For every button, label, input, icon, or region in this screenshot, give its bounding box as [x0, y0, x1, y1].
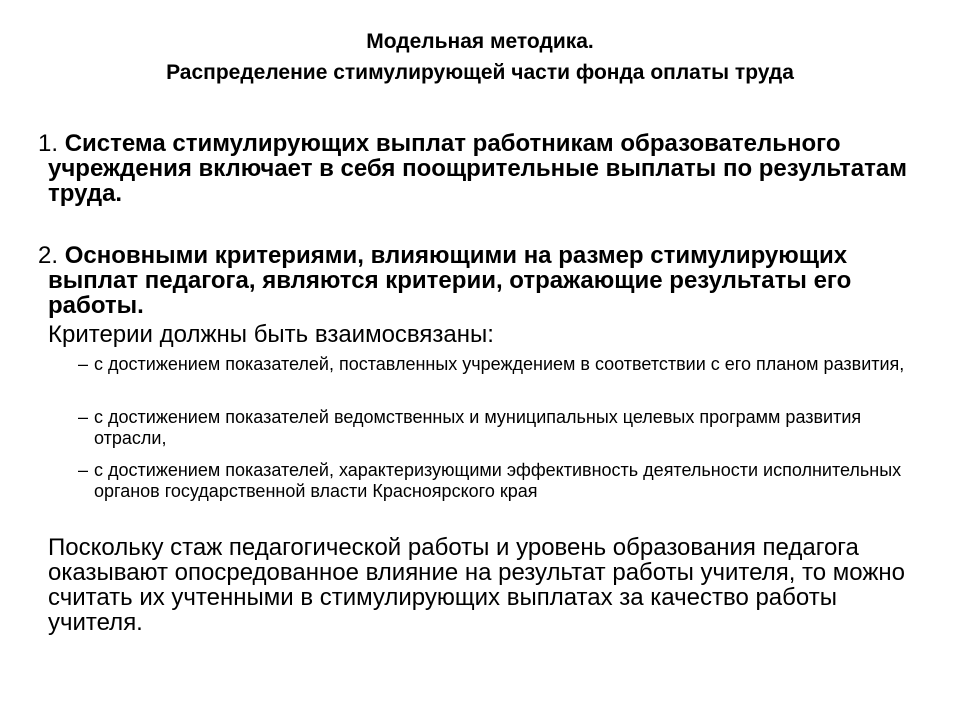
- criteria-intro: Критерии должны быть взаимосвязаны:: [48, 321, 494, 348]
- slide-title-line-2: Распределение стимулирующей части фонда оплаты труда: [166, 61, 794, 84]
- bullet-dash: –: [78, 460, 89, 480]
- bullet-dash: –: [78, 354, 89, 374]
- bullet-item: [78, 354, 928, 375]
- slide-title-line-1: Модельная методика.: [366, 30, 594, 53]
- paragraph-2-number: 2.: [38, 242, 65, 269]
- bullet-text: с достижением показателей, поставленных учреждением в соответствии с его планом развития,: [94, 354, 905, 374]
- paragraph-1: [38, 131, 938, 206]
- bullet-dash: –: [78, 407, 89, 427]
- paragraph-1-number: 1.: [38, 130, 65, 157]
- paragraph-1-text: Система стимулирующих выплат работникам образовательного учреждения включает в себя поощрительные выплаты по результатам труда.: [48, 130, 907, 207]
- bullet-item: [78, 460, 928, 502]
- paragraph-3: Поскольку стаж педагогической работы и уровень образования педагога оказывают опосредованное влияние на результат работы учителя, то можно считать их учтенными в стимулирующих выплатах за качество работы учителя.: [48, 534, 906, 636]
- paragraph-2: [38, 243, 938, 318]
- paragraph-2-text: Основными критериями, влияющими на размер стимулирующих выплат педагога, являются критерии, отражающие результаты его работы.: [48, 242, 852, 319]
- bullet-text: с достижением показателей, характеризующими эффективность деятельности исполнительных органов государственной власти Красноярского края: [94, 460, 902, 501]
- bullet-text: с достижением показателей ведомственных и муниципальных целевых программ развития отрасли,: [94, 407, 862, 448]
- bullet-item: [78, 407, 928, 449]
